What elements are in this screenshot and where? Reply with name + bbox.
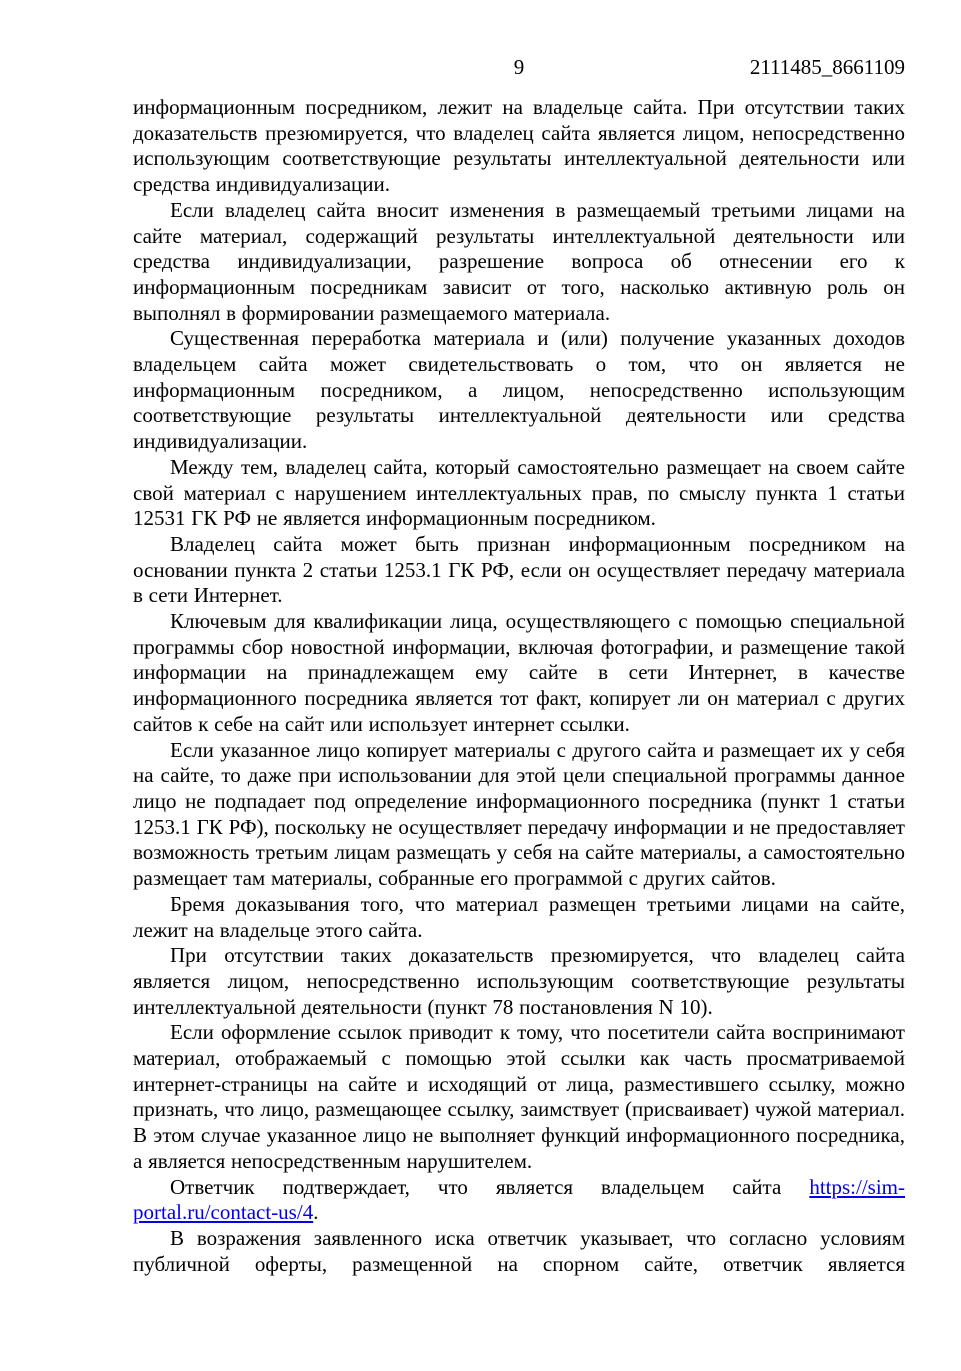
paragraph-with-link xyxy=(133,1175,905,1226)
text-block xyxy=(133,54,905,1277)
paragraph: Бремя доказывания того, что материал размещен третьими лицами на сайте, лежит на владельце этого сайта. xyxy=(133,891,905,942)
paragraph-closing: В возражения заявленного иска ответчик указывает, что согласно условиям публичной оферты, размещенной на спорном сайте, ответчик является xyxy=(133,1225,905,1276)
paragraph: При отсутствии таких доказательств презюмируется, что владелец сайта является лицом, непосредственно использующим соответствующие результаты интеллектуальной деятельности (пункт 78 постановления N 10). xyxy=(133,943,905,1019)
link-paragraph-text: Ответчик подтверждает, что является владельцем сайта xyxy=(170,1174,810,1199)
page-number: 9 xyxy=(513,55,525,79)
document-body xyxy=(133,95,905,1277)
site-url-link[interactable]: https://sim-portal.ru/contact-us/4 xyxy=(133,1174,905,1225)
paragraph: Ключевым для квалификации лица, осуществляющего с помощью специальной программы сбор новостной информации, включая фотографии, и размещение такой информации на принадлежащем ему сайте в сети Интернет, в качестве информационного посредника является тот факт, копирует ли он материал с других сайтов к себе на сайт или использует интернет ссылки. xyxy=(133,609,905,736)
paragraph: Если указанное лицо копирует материалы с другого сайта и размещает их у себя на сайте, то даже при использовании для этой цели специальной программы данное лицо не подпадает под определение информационного посредника (пункт 1 статьи 1253.1 ГК РФ), поскольку не осуществляет передачу информации и не предоставляет возможность третьим лицам размещать у себя на сайте материалы, а самостоятельно размещает там материалы, собранные его программой с других сайтов. xyxy=(133,737,905,891)
page-header xyxy=(133,54,905,81)
document-id: 2111485_8661109 xyxy=(749,55,905,79)
paragraph: Существенная переработка материала и (или) получение указанных доходов владельцем сайта может свидетельствовать о том, что он является не информационным посредником, а лицом, непосредственно использующим соответствующие результаты интеллектуальной деятельности или средства индивидуализации. xyxy=(133,326,905,454)
paragraph: Если владелец сайта вносит изменения в размещаемый третьими лицами на сайте материал, содержащий результаты интеллектуальной деятельности или средства индивидуализации, разрешение вопроса об отнесении его к информационным посредникам зависит от того, насколько активную роль он выполнял в формировании размещаемого материала. xyxy=(133,197,905,325)
paragraph: Между тем, владелец сайта, который самостоятельно размещает на своем сайте свой материал с нарушением интеллектуальных прав, по смыслу пункта 1 статьи 12531 ГК РФ не является информационным посредником. xyxy=(133,454,905,531)
link-paragraph-period: . xyxy=(313,1200,319,1225)
paragraph: Владелец сайта может быть признан информационным посредником на основании пункта 2 статьи 1253.1 ГК РФ, если он осуществляет передачу материала в сети Интернет. xyxy=(133,531,905,608)
paragraph: Если оформление ссылок приводит к тому, что посетители сайта воспринимают материал, отображаемый с помощью этой ссылки как часть просматриваемой интернет-страницы на сайте и исходящий от лица, разместившего ссылку, можно признать, что лицо, размещающее ссылку, заимствует (присваивает) чужой материал. В этом случае указанное лицо не выполняет функций информационного посредника, а является непосредственным нарушителем. xyxy=(133,1020,905,1173)
paragraph-continuation: информационным посредником, лежит на владельце сайта. При отсутствии таких доказательств презюмируется, что владелец сайта является лицом, непосредственно использующим соответствующие результаты интеллектуальной деятельности или средства индивидуализации. xyxy=(133,95,905,197)
